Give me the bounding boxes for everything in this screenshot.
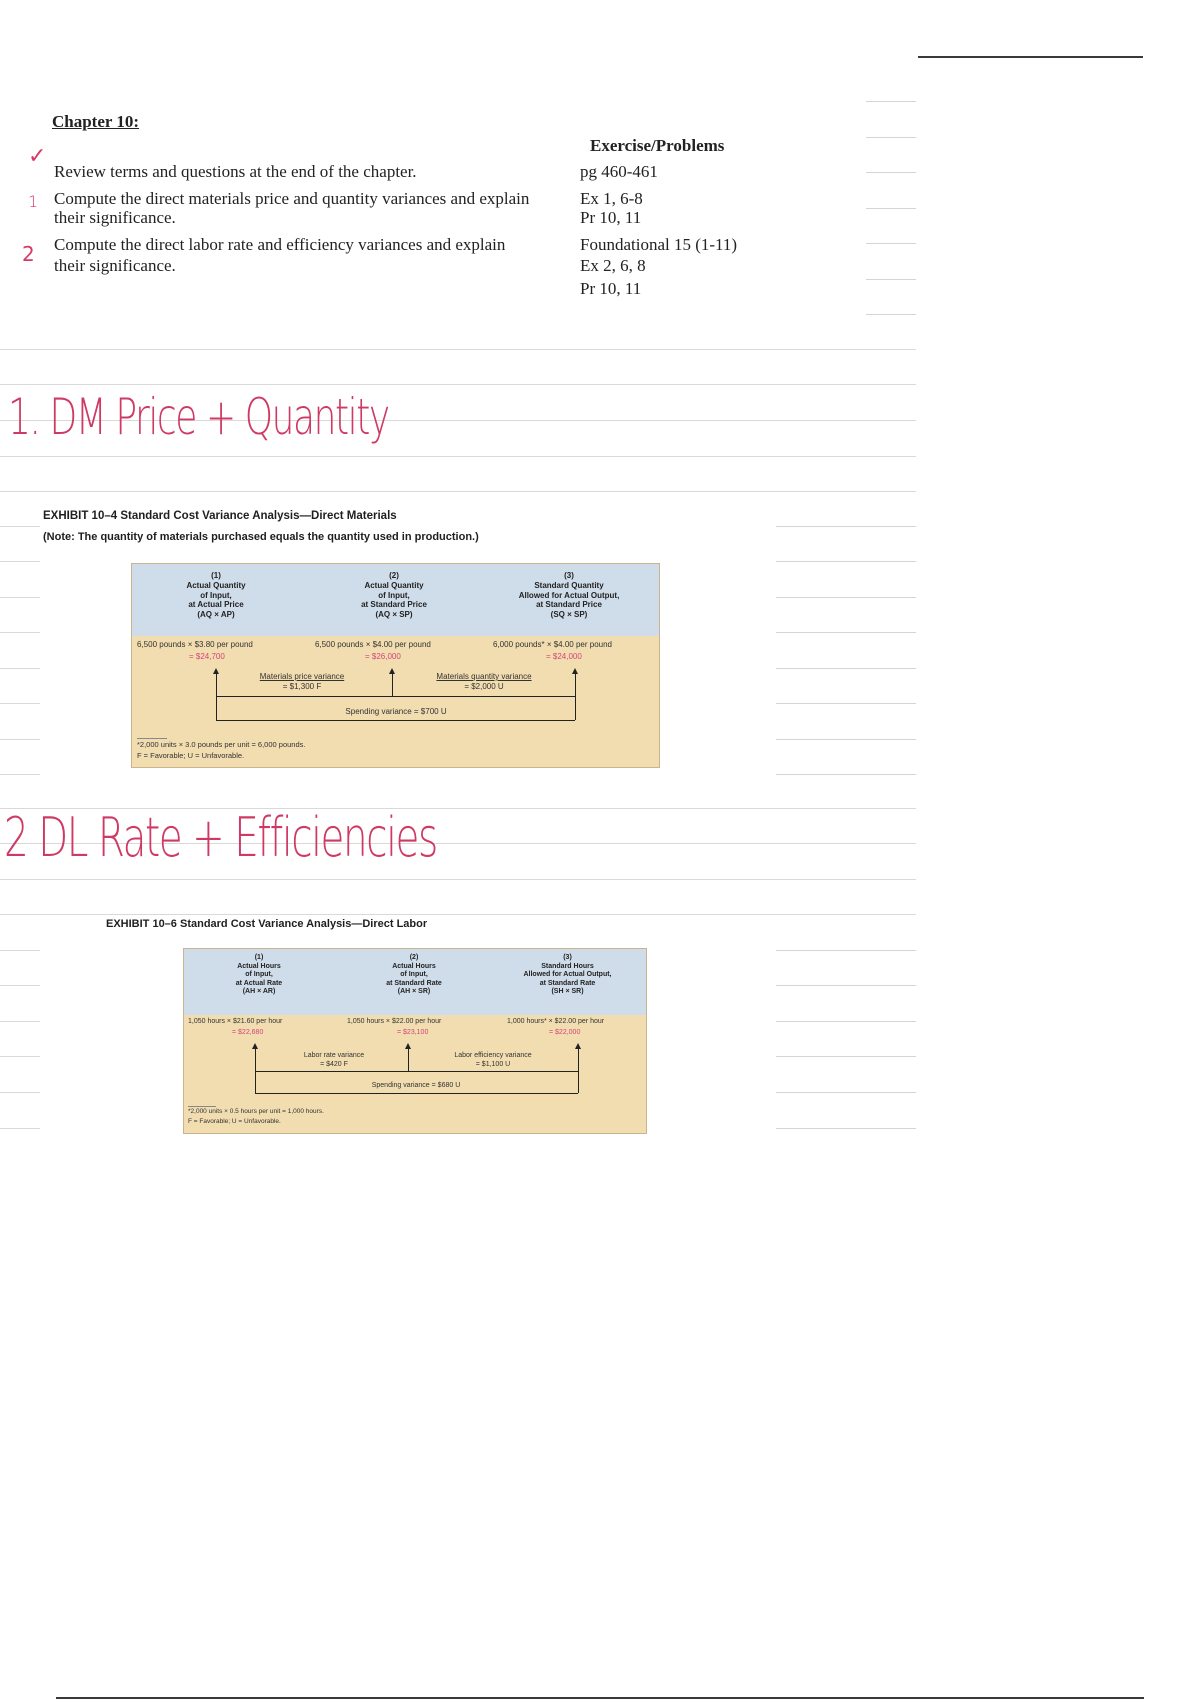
objective-review-ref: pg 460-461 bbox=[580, 162, 658, 181]
exercise-problems-header: Exercise/Problems bbox=[590, 136, 725, 155]
chapter-heading: Chapter 10: bbox=[52, 112, 140, 131]
dl-col1-result: = $22,680 bbox=[232, 1029, 264, 1036]
objective-1-ref2: Pr 10, 11 bbox=[580, 208, 642, 227]
objective-2-ref1: Foundational 15 (1-11) bbox=[580, 235, 738, 254]
handwritten-heading-dm: 1. DM Price + Quantity bbox=[8, 388, 389, 446]
dl-bracket-inner bbox=[255, 1071, 578, 1072]
objective-2-mark: 2 bbox=[22, 242, 35, 266]
dm-col2-result: = $26,000 bbox=[365, 652, 401, 661]
dl-footnote-1: *2,000 units × 0.5 hours per unit = 1,000 hours. bbox=[188, 1108, 324, 1115]
dl-spending-variance: Spending variance = $680 U bbox=[371, 1082, 461, 1089]
dl-bracket-right bbox=[578, 1047, 579, 1093]
exhibit-10-4-title: EXHIBIT 10–4 Standard Cost Variance Analysis—Direct Materials bbox=[43, 510, 397, 522]
dl-col1-calc: 1,050 hours × $21.60 per hour bbox=[188, 1018, 283, 1025]
exhibit-10-6-diagram bbox=[183, 948, 647, 1134]
dm-col3-header: (3) Standard Quantity Allowed for Actual Output, at Standard Price (SQ × SP) bbox=[518, 571, 620, 619]
exhibit-10-6-title: EXHIBIT 10–6 Standard Cost Variance Analysis—Direct Labor bbox=[106, 918, 428, 930]
dl-col2-result: = $23,100 bbox=[397, 1029, 429, 1036]
dm-bracket-inner bbox=[216, 696, 575, 697]
dl-bracket-outer bbox=[255, 1093, 578, 1094]
dl-col2-header: (2) Actual Hours of Input, at Standard Rate (AH × SR) bbox=[386, 954, 442, 996]
bottom-rule bbox=[56, 1697, 1144, 1699]
dm-footnote-1: *2,000 units × 3.0 pounds per unit = 6,000 pounds. bbox=[137, 740, 306, 749]
objective-2-ref2: Ex 2, 6, 8 bbox=[580, 256, 646, 275]
objective-review-text: Review terms and questions at the end of the chapter. bbox=[54, 162, 417, 181]
dl-col3-calc: 1,000 hours* × $22.00 per hour bbox=[507, 1018, 605, 1025]
dl-footnote-2: F = Favorable; U = Unfavorable. bbox=[188, 1118, 281, 1125]
dl-rate-variance: Labor rate variance = $420 F bbox=[303, 1052, 365, 1068]
objective-1-mark: 1 bbox=[28, 192, 39, 211]
dm-price-variance: Materials price variance = $1,300 F bbox=[259, 672, 345, 691]
dl-bracket-left bbox=[255, 1047, 256, 1093]
dl-col2-calc: 1,050 hours × $22.00 per hour bbox=[347, 1018, 442, 1025]
dm-col1-header: (1) Actual Quantity of Input, at Actual Price (AQ × AP) bbox=[186, 571, 246, 619]
dl-bracket-mid bbox=[408, 1047, 409, 1071]
dl-col1-header: (1) Actual Hours of Input, at Actual Rate (AH × AR) bbox=[235, 954, 283, 996]
dm-col3-calc: 6,000 pounds* × $4.00 per pound bbox=[493, 640, 612, 649]
dm-footnote-rule bbox=[137, 738, 167, 739]
dm-col2-calc: 6,500 pounds × $4.00 per pound bbox=[315, 640, 431, 649]
dm-col2-header: (2) Actual Quantity of Input, at Standard Price (AQ × SP) bbox=[361, 571, 427, 619]
dm-col1-result: = $24,700 bbox=[189, 652, 225, 661]
dm-spending-variance: Spending variance = $700 U bbox=[345, 707, 447, 716]
top-rule bbox=[918, 56, 1143, 58]
exhibit-10-4-note: (Note: The quantity of materials purchased equals the quantity used in production.) bbox=[43, 531, 479, 543]
objective-2-text-line2: their significance. bbox=[54, 256, 176, 275]
dm-col1-calc: 6,500 pounds × $3.80 per pound bbox=[137, 640, 253, 649]
dl-col3-header: (3) Standard Hours Allowed for Actual Output, at Standard Rate (SH × SR) bbox=[523, 954, 612, 996]
objective-1-text-line2: their significance. bbox=[54, 208, 176, 227]
objective-2-text-line1: Compute the direct labor rate and efficiency variances and explain bbox=[54, 235, 506, 254]
dm-col3-result: = $24,000 bbox=[546, 652, 582, 661]
dm-bracket-right bbox=[575, 672, 576, 720]
dm-footnote-2: F = Favorable; U = Unfavorable. bbox=[137, 751, 245, 760]
dm-bracket-outer bbox=[216, 720, 575, 721]
handwritten-heading-dl: 2 DL Rate + Efficiencies bbox=[4, 806, 437, 869]
checkmark-icon: ✓ bbox=[28, 144, 47, 169]
dl-footnote-rule bbox=[188, 1106, 216, 1107]
objective-1-text-line1: Compute the direct materials price and quantity variances and explain bbox=[54, 189, 530, 208]
dm-quantity-variance: Materials quantity variance = $2,000 U bbox=[436, 672, 532, 691]
dl-efficiency-variance: Labor efficiency variance = $1,100 U bbox=[454, 1052, 532, 1068]
dl-col3-result: = $22,000 bbox=[549, 1029, 581, 1036]
objective-1-ref1: Ex 1, 6-8 bbox=[580, 189, 643, 208]
dm-bracket-mid bbox=[392, 672, 393, 696]
objective-2-ref3: Pr 10, 11 bbox=[580, 279, 642, 298]
exhibit-10-4-diagram bbox=[131, 563, 660, 768]
